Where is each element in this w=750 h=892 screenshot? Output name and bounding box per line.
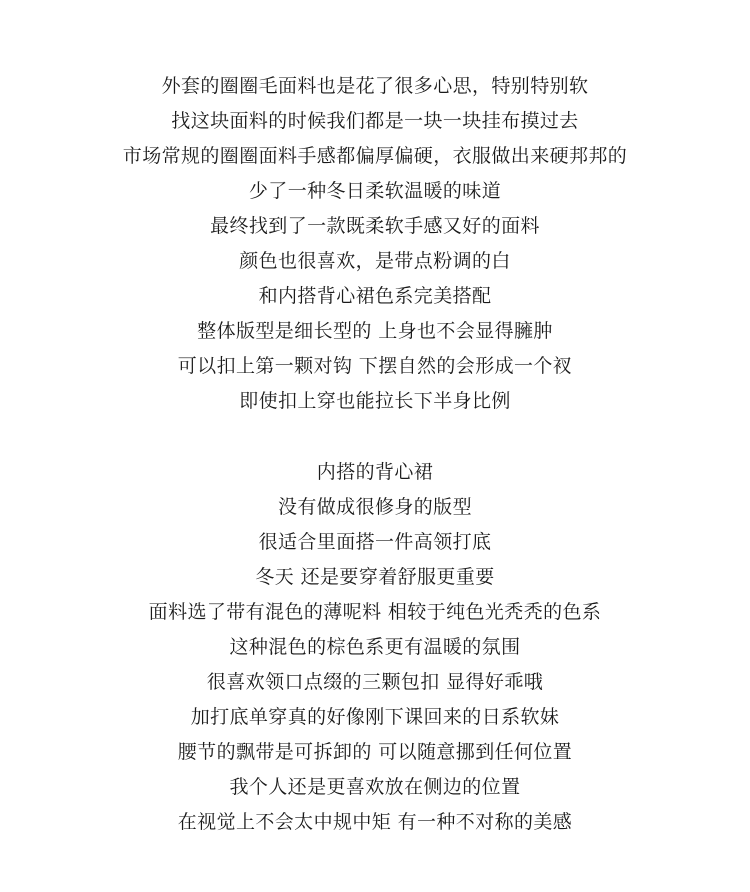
coat-description-paragraph [0,69,750,419]
text-line: 和内搭背心裙色系完美搭配 [258,285,492,307]
dress-description-paragraph [0,455,750,840]
text-line: 在视觉上不会太中规中矩 有一种不对称的美感 [177,811,573,833]
text-line: 即使扣上穿也能拉长下半身比例 [239,390,511,412]
text-line: 最终找到了一款既柔软手感又好的面料 [210,215,540,237]
text-line: 冬天 还是要穿着舒服更重要 [255,566,495,588]
text-line: 很喜欢领口点缀的三颗包扣 显得好乖哦 [206,671,544,693]
text-line: 这种混色的棕色系更有温暖的氛围 [229,636,521,658]
text-line: 市场常规的圈圈面料手感都偏厚偏硬，衣服做出来硬邦邦的 [122,145,628,167]
text-line: 可以扣上第一颗对钩 下摆自然的会形成一个衩 [177,355,573,377]
text-line: 颜色也很喜欢，是带点粉调的白 [239,250,511,272]
text-line: 没有做成很修身的版型 [277,496,472,518]
text-line: 很适合里面搭一件高领打底 [258,531,492,553]
text-line: 少了一种冬日柔软温暖的味道 [248,180,502,202]
text-line: 我个人还是更喜欢放在侧边的位置 [229,776,521,798]
text-line: 找这块面料的时候我们都是一块一块挂布摸过去 [171,110,579,132]
text-line: 腰节的飘带是可拆卸的 可以随意挪到任何位置 [177,741,573,763]
text-line: 内搭的背心裙 [316,461,434,483]
text-line: 加打底单穿真的好像刚下课回来的日系软妹 [190,706,560,728]
text-line: 外套的圈圈毛面料也是花了很多心思，特别特别软 [161,75,589,97]
text-line: 整体版型是细长型的 上身也不会显得臃肿 [197,320,553,342]
text-line: 面料选了带有混色的薄呢料 相较于纯色光秃秃的色系 [148,601,602,623]
